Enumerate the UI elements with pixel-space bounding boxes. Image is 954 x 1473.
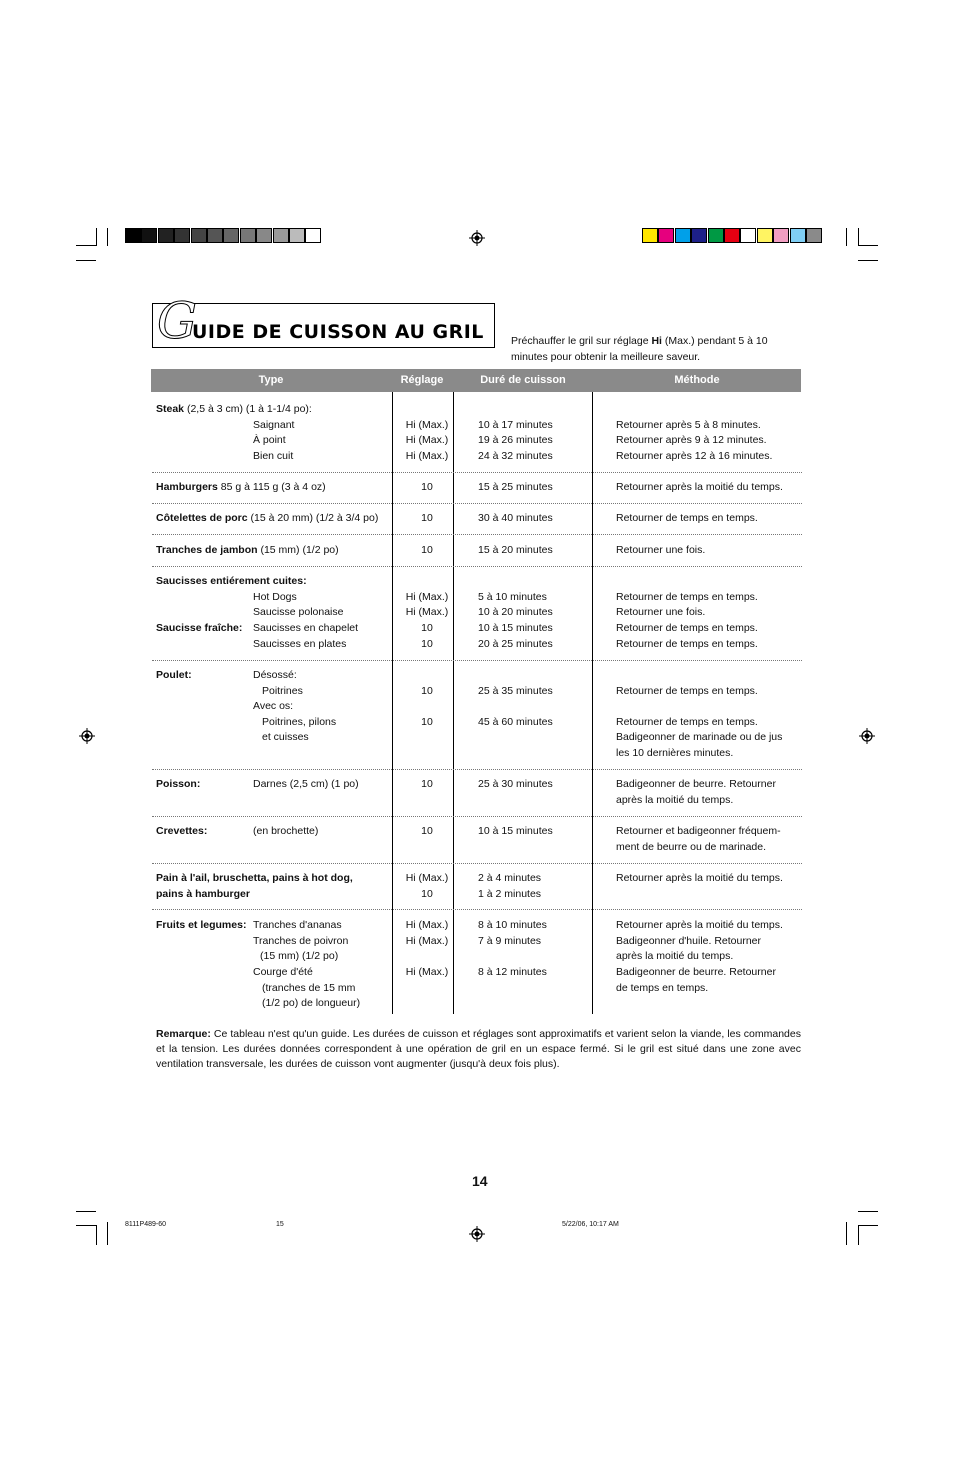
color-swatch — [658, 228, 674, 243]
row-methode: Badigeonner de marinade ou de jus — [616, 731, 783, 743]
color-swatch — [708, 228, 724, 243]
row-type: pains à hamburger — [156, 888, 250, 900]
row-methode: Badigeonner d'huile. Retourner — [616, 935, 762, 947]
color-swatch — [740, 228, 756, 243]
row-methode: Retourner de temps en temps. — [616, 716, 758, 728]
row-subitem: Saignant — [253, 419, 295, 431]
row-duree: 30 à 40 minutes — [478, 512, 553, 524]
color-swatch — [305, 228, 321, 243]
row-duree: 10 à 20 minutes — [478, 606, 553, 618]
row-type: Saucisses entiérement cuites: — [156, 575, 307, 587]
header-reglage: Réglage — [400, 374, 444, 386]
row-reglage: Hi (Max.) — [405, 606, 449, 618]
row-duree: 25 à 30 minutes — [478, 778, 553, 790]
color-swatch — [125, 228, 141, 243]
color-swatch — [240, 228, 256, 243]
row-subitem: Saucisses en plates — [253, 638, 347, 650]
table-header — [151, 369, 801, 392]
color-swatch — [773, 228, 789, 243]
row-methode: Retourner de temps en temps. — [616, 638, 758, 650]
color-swatch — [141, 228, 157, 243]
row-subitem: (en brochette) — [253, 825, 319, 837]
color-swatch — [207, 228, 223, 243]
color-swatch — [675, 228, 691, 243]
color-swatch — [223, 228, 239, 243]
row-methode: après la moitié du temps. — [616, 950, 734, 962]
row-methode: Retourner de temps en temps. — [616, 512, 758, 524]
title-text: UIDE DE CUISSON AU GRIL — [192, 321, 484, 343]
row-methode: Retourner de temps en temps. — [616, 685, 758, 697]
row-methode: Badigeonner de beurre. Retourner — [616, 778, 776, 790]
row-methode: Retourner une fois. — [616, 606, 706, 618]
row-subitem: et cuisses — [262, 731, 309, 743]
row-type: Saucisse fraîche: — [156, 622, 243, 634]
row-reglage: Hi (Max.) — [405, 919, 449, 931]
row-reglage: 10 — [421, 888, 433, 900]
row-type: Hamburgers 85 g à 115 g (3 à 4 oz) — [156, 481, 326, 493]
row-methode: les 10 dernières minutes. — [616, 747, 734, 759]
slug-date: 5/22/06, 10:17 AM — [562, 1221, 619, 1228]
row-duree: 8 à 12 minutes — [478, 966, 547, 978]
row-reglage: 10 — [421, 481, 433, 493]
row-subitem: Saucisse polonaise — [253, 606, 344, 618]
row-duree: 8 à 10 minutes — [478, 919, 547, 931]
row-methode: ment de beurre ou de marinade. — [616, 841, 767, 853]
registration-mark-icon — [79, 728, 95, 744]
row-reglage: Hi (Max.) — [405, 872, 449, 884]
row-methode: Retourner de temps en temps. — [616, 622, 758, 634]
row-duree: 15 à 25 minutes — [478, 481, 553, 493]
row-duree: 10 à 15 minutes — [478, 622, 553, 634]
row-subitem: Bien cuit — [253, 450, 294, 462]
row-duree: 10 à 15 minutes — [478, 825, 553, 837]
color-swatch — [273, 228, 289, 243]
row-duree: 45 à 60 minutes — [478, 716, 553, 728]
row-subitem: À point — [253, 434, 286, 446]
row-reglage: Hi (Max.) — [405, 434, 449, 446]
row-reglage: 10 — [421, 512, 433, 524]
row-reglage: 10 — [421, 825, 433, 837]
row-methode: Retourner après la moitié du temps. — [616, 481, 783, 493]
color-swatch — [158, 228, 174, 243]
page-number: 14 — [472, 1173, 488, 1189]
row-subitem: Poitrines — [262, 685, 303, 697]
color-swatch — [790, 228, 806, 243]
color-swatch — [191, 228, 207, 243]
row-methode: Retourner après la moitié du temps. — [616, 872, 783, 884]
row-methode: Retourner après 12 à 16 minutes. — [616, 450, 773, 462]
row-reglage: Hi (Max.) — [405, 966, 449, 978]
row-methode: Retourner et badigeonner fréquem- — [616, 825, 781, 837]
row-subitem: Tranches de poivron — [253, 935, 349, 947]
row-subitem: Hot Dogs — [253, 591, 297, 603]
slug-page: 15 — [276, 1221, 284, 1228]
row-methode: après la moitié du temps. — [616, 794, 734, 806]
row-subitem: Désossé: — [253, 669, 297, 681]
row-type: Poulet: — [156, 669, 192, 681]
row-reglage: 10 — [421, 778, 433, 790]
header-duree: Duré de cuisson — [480, 374, 566, 386]
row-reglage: Hi (Max.) — [405, 591, 449, 603]
header-type: Type — [258, 374, 284, 386]
column-divider — [592, 392, 593, 1014]
row-type: Côtelettes de porc (15 à 20 mm) (1/2 à 3/4 po) — [156, 512, 379, 524]
row-methode: Retourner de temps en temps. — [616, 591, 758, 603]
color-swatch — [642, 228, 658, 243]
column-divider — [392, 392, 393, 1014]
row-methode: de temps en temps. — [616, 982, 709, 994]
row-subitem: Darnes (2,5 cm) (1 po) — [253, 778, 359, 790]
row-duree: 24 à 32 minutes — [478, 450, 553, 462]
row-duree: 2 à 4 minutes — [478, 872, 542, 884]
color-swatch — [289, 228, 305, 243]
row-duree: 5 à 10 minutes — [478, 591, 547, 603]
slug-file: 8111P489-60 — [125, 1221, 166, 1228]
registration-mark-icon — [859, 728, 875, 744]
row-subitem: (tranches de 15 mm — [262, 982, 356, 994]
row-subitem: Courge d'été — [253, 966, 313, 978]
color-swatch — [757, 228, 773, 243]
color-swatch — [806, 228, 822, 243]
row-type: Steak (2,5 à 3 cm) (1 à 1-1/4 po): — [156, 403, 312, 415]
row-reglage: 10 — [421, 622, 433, 634]
remark-note: Remarque: Ce tableau n'est qu'un guide. Les durées de cuisson et réglages sont approximatifs et varient selon la viande, les commandes et la tension. Les durées données correspondent à une opération de gril en un espace fermé. Si le gril est situé dans une zone avec ventilation transversale, les durées de cuisson vont augmenter (jusqu'à deux fois plus). — [156, 1028, 801, 1070]
row-duree: 20 à 25 minutes — [478, 638, 553, 650]
row-duree: 25 à 35 minutes — [478, 685, 553, 697]
header-methode: Méthode — [674, 374, 720, 386]
color-swatch — [691, 228, 707, 243]
row-duree: 1 à 2 minutes — [478, 888, 542, 900]
row-reglage: 10 — [421, 716, 433, 728]
row-subitem: Poitrines, pilons — [262, 716, 337, 728]
row-methode: Retourner après la moitié du temps. — [616, 919, 783, 931]
row-reglage: Hi (Max.) — [405, 935, 449, 947]
row-reglage: Hi (Max.) — [405, 450, 449, 462]
row-subitem: (15 mm) (1/2 po) — [260, 950, 339, 962]
color-swatch — [174, 228, 190, 243]
row-subitem: Saucisses en chapelet — [253, 622, 359, 634]
row-type: Poisson: — [156, 778, 201, 790]
color-swatch — [256, 228, 272, 243]
row-duree: 15 à 20 minutes — [478, 544, 553, 556]
intro-text: Préchauffer le gril sur réglage Hi (Max.) pendant 5 à 10 minutes pour obtenir la meilleure saveur. — [511, 335, 768, 363]
row-methode: Retourner après 5 à 8 minutes. — [616, 419, 761, 431]
row-methode: Retourner après 9 à 12 minutes. — [616, 434, 767, 446]
row-duree: 7 à 9 minutes — [478, 935, 542, 947]
row-subitem: (1/2 po) de longueur) — [262, 997, 361, 1009]
row-type: Tranches de jambon (15 mm) (1/2 po) — [156, 544, 339, 556]
row-subitem: Avec os: — [253, 700, 294, 712]
title-initial: G — [157, 292, 197, 350]
row-methode: Retourner une fois. — [616, 544, 706, 556]
row-reglage: 10 — [421, 544, 433, 556]
row-duree: 10 à 17 minutes — [478, 419, 553, 431]
row-type: Fruits et legumes: — [156, 919, 247, 931]
row-type: Crevettes: — [156, 825, 208, 837]
registration-mark-icon — [469, 230, 485, 246]
row-type: Pain à l'ail, bruschetta, pains à hot dog, — [156, 872, 353, 884]
color-swatch — [724, 228, 740, 243]
page-title — [152, 292, 495, 350]
row-duree: 19 à 26 minutes — [478, 434, 553, 446]
row-reglage: 10 — [421, 638, 433, 650]
row-reglage: 10 — [421, 685, 433, 697]
registration-mark-icon — [469, 1226, 485, 1242]
row-methode: Badigeonner de beurre. Retourner — [616, 966, 776, 978]
row-subitem: Tranches d'ananas — [253, 919, 342, 931]
row-reglage: Hi (Max.) — [405, 419, 449, 431]
